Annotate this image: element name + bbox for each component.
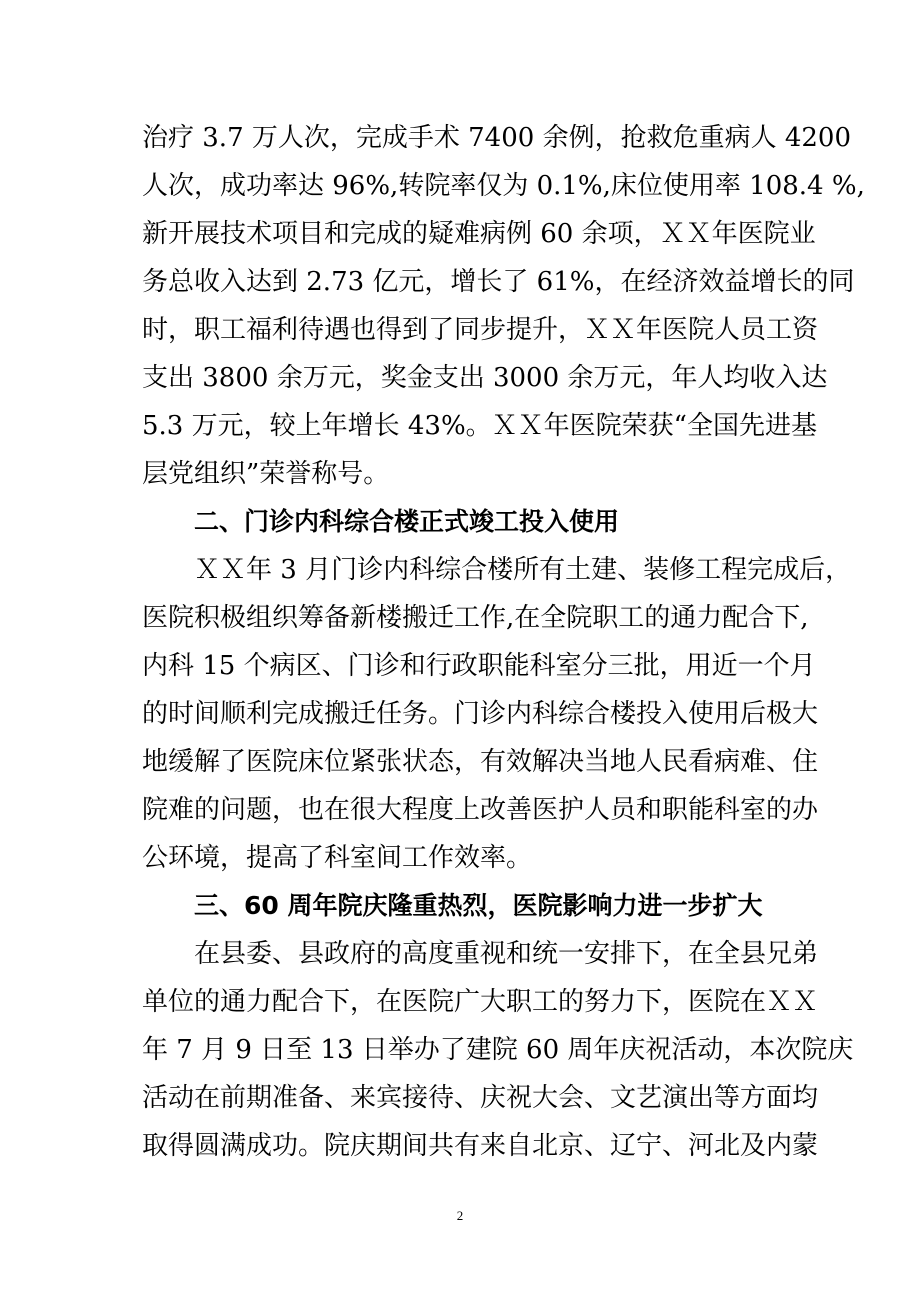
body-line: 取得圆满成功。院庆期间共有来自北京、辽宁、河北及内蒙 [142, 1131, 819, 1161]
body-line: 院难的问题，也在很大程度上改善医护人员和职能科室的办 [142, 795, 819, 825]
body-line: 医院积极组织筹备新楼搬迁工作,在全院职工的通力配合下, [142, 603, 809, 633]
body-line: 内科 15 个病区、门诊和行政职能科室分三批，用近一个月 [142, 651, 816, 681]
body-line: 地缓解了医院床位紧张状态，有效解决当地人民看病难、住 [142, 747, 819, 777]
body-line: 公环境，提高了科室间工作效率。 [142, 843, 533, 873]
body-line: 治疗 3.7 万人次，完成手术 7400 余例，抢救危重病人 4200 [142, 123, 852, 153]
body-line: 时，职工福利待遇也得到了同步提升，ＸＸ年医院人员工资 [142, 315, 819, 345]
section-heading: 三、60 周年院庆隆重热烈，医院影响力进一步扩大 [194, 891, 763, 920]
body-line: 新开展技术项目和完成的疑难病例 60 余项，ＸＸ年医院业 [142, 219, 816, 249]
body-line: 年 7 月 9 日至 13 日举办了建院 60 周年庆祝活动，本次院庆 [142, 1035, 854, 1065]
body-line: 单位的通力配合下，在医院广大职工的努力下，医院在ＸＸ [142, 987, 819, 1017]
body-line: 活动在前期准备、来宾接待、庆祝大会、文艺演出等方面均 [142, 1083, 819, 1113]
body-line: 层党组织”荣誉称号。 [142, 459, 390, 489]
body-line: ＸＸ年 3 月门诊内科综合楼所有土建、装修工程完成后， [194, 555, 852, 585]
body-line: 在县委、县政府的高度重视和统一安排下，在全县兄弟 [194, 939, 819, 969]
body-line: 的时间顺利完成搬迁任务。门诊内科综合楼投入使用后极大 [142, 699, 819, 729]
body-line: 人次，成功率达 96%,转院率仅为 0.1%,床位使用率 108.4 %, [142, 171, 865, 201]
body-line: 支出 3800 余万元，奖金支出 3000 余万元，年人均收入达 [142, 363, 828, 393]
section-heading: 二、门诊内科综合楼正式竣工投入使用 [194, 507, 620, 536]
body-line: 5.3 万元，较上年增长 43%。ＸＸ年医院荣获“全国先进基 [142, 411, 817, 441]
page-number: 2 [456, 1208, 464, 1223]
body-line: 务总收入达到 2.73 亿元，增长了 61%，在经济效益增长的同 [142, 267, 855, 297]
